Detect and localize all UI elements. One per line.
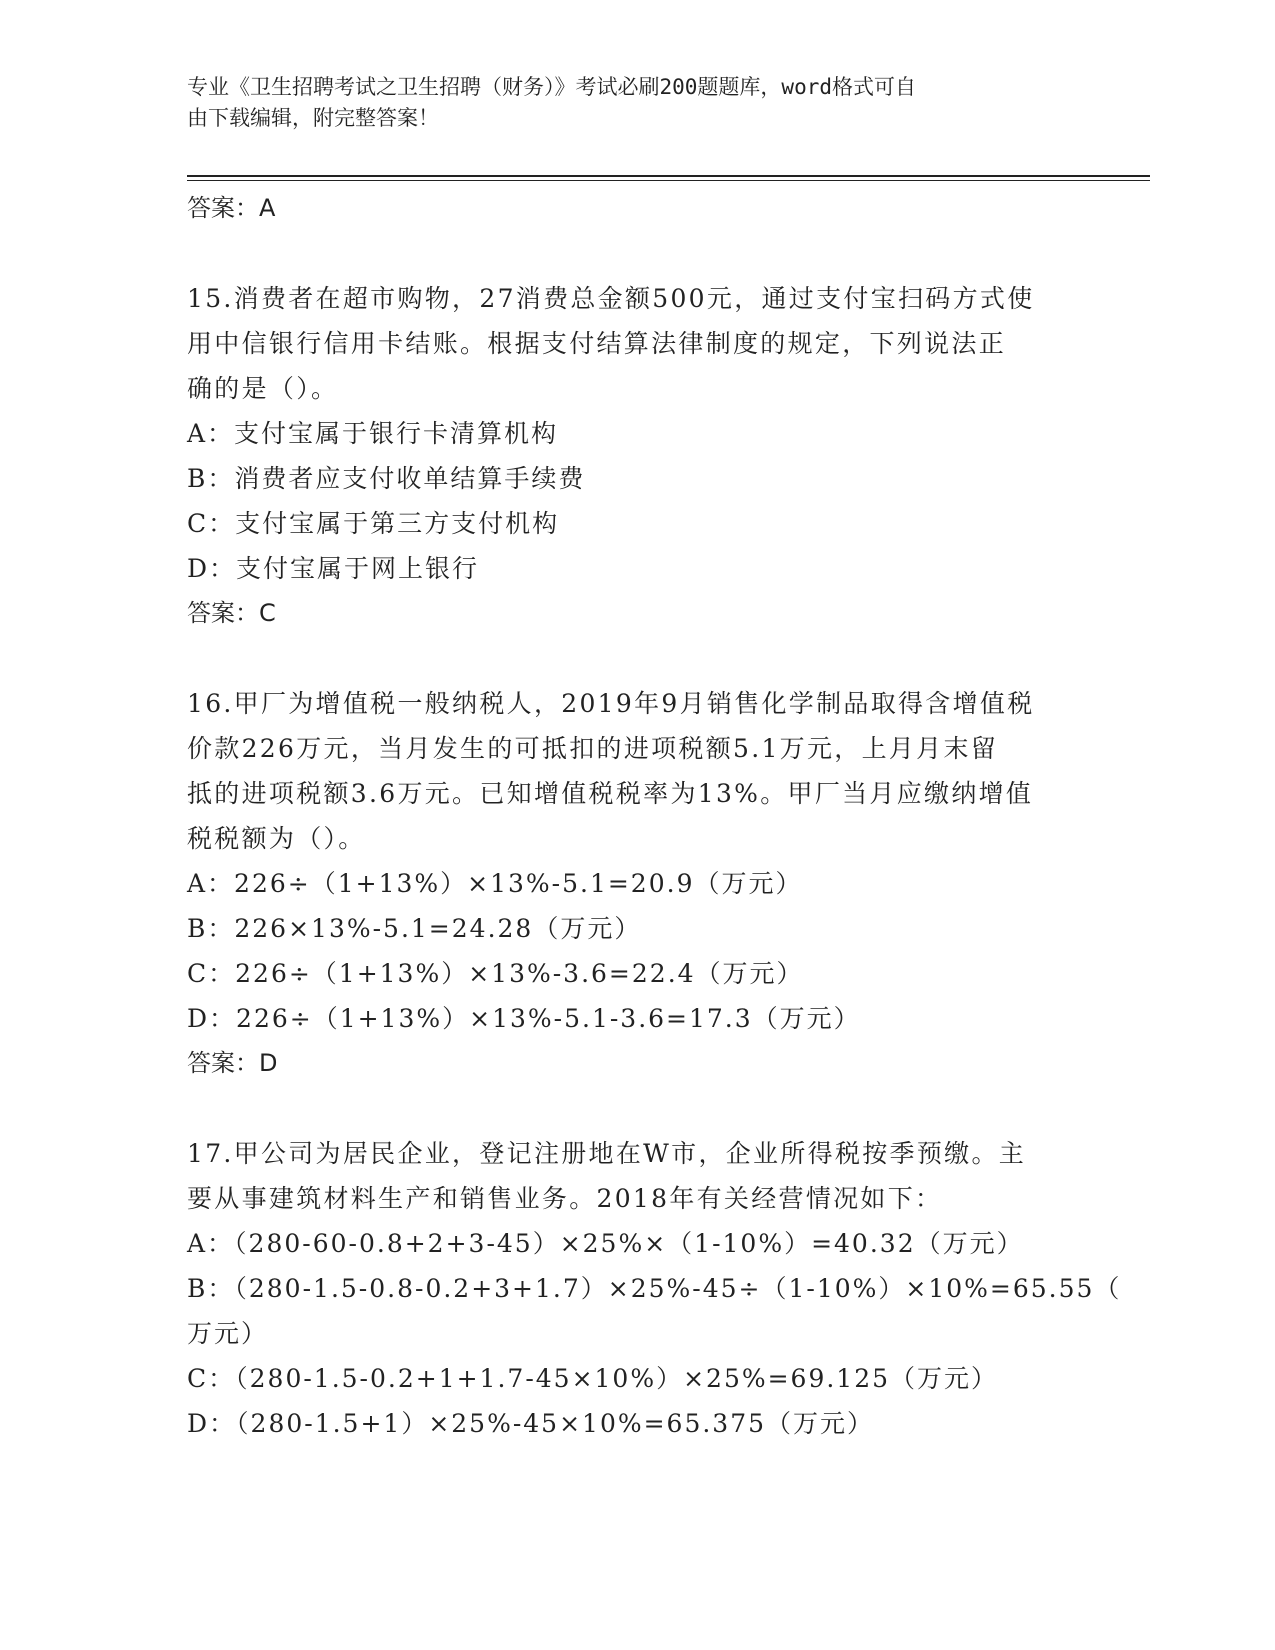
question-line: 17.甲公司为居民企业，登记注册地在W市，企业所得税按季预缴。主 [187, 1139, 1027, 1168]
header-rule-thick [187, 175, 1150, 177]
question-line: 15.消费者在超市购物，27消费总金额500元，通过支付宝扫码方式使 [187, 284, 1035, 313]
question-line: 要从事建筑材料生产和销售业务。2018年有关经营情况如下： [187, 1184, 943, 1213]
question-line: 税税额为（）。 [187, 824, 366, 853]
question-text [187, 1131, 1087, 1221]
header-line-2: 由下载编辑，附完整答案！ [187, 106, 439, 130]
option-a: A：支付宝属于银行卡清算机构 [187, 419, 559, 448]
option-b: B：226×13%-5.1=24.28（万元） [187, 914, 642, 943]
answer-line: 答案：C [187, 599, 276, 627]
question-text [187, 681, 1087, 861]
document-header [187, 72, 1087, 134]
option-a: A：（280-60-0.8+2+3-45）×25%×（1-10%）=40.32（万元） [187, 1229, 1024, 1258]
question-line: 确的是（）。 [187, 374, 339, 403]
header-rule-thin [187, 180, 1150, 181]
option-d: D：支付宝属于网上银行 [187, 554, 480, 583]
question-line: 用中信银行信用卡结账。根据支付结算法律制度的规定，下列说法正 [187, 329, 1007, 358]
question-block [187, 276, 1087, 636]
option-b-continuation: 万元） [187, 1319, 269, 1348]
answer-line: 答案：A [187, 194, 276, 222]
spacer [187, 231, 1087, 276]
question-line: 抵的进项税额3.6万元。已知增值税税率为13%。甲厂当月应缴纳增值 [187, 779, 1034, 808]
question-block [187, 1131, 1122, 1446]
option-c: C：226÷（1+13%）×13%-3.6=22.4（万元） [187, 959, 804, 988]
spacer [187, 1086, 1087, 1131]
question-line: 价款226万元，当月发生的可抵扣的进项税额5.1万元，上月月末留 [187, 734, 999, 763]
option-c: C：（280-1.5-0.2+1+1.7-45×10%）×25%=69.125（万元） [187, 1364, 999, 1393]
question-line: 16.甲厂为增值税一般纳税人，2019年9月销售化学制品取得含增值税 [187, 689, 1035, 718]
answer-line: 答案：D [187, 1049, 278, 1077]
option-b: B：（280-1.5-0.8-0.2+3+1.7）×25%-45÷（1-10%）×10%=65.55（ [187, 1274, 1122, 1303]
option-d: D：226÷（1+13%）×13%-5.1-3.6=17.3（万元） [187, 1004, 861, 1033]
spacer [187, 636, 1087, 681]
option-d: D：（280-1.5+1）×25%-45×10%=65.375（万元） [187, 1409, 875, 1438]
header-line-1: 专业《卫生招聘考试之卫生招聘（财务）》考试必刷200题题库，word格式可自 [187, 75, 916, 99]
document-body [187, 186, 1122, 1446]
question-block [187, 681, 1087, 1086]
option-c: C：支付宝属于第三方支付机构 [187, 509, 560, 538]
question-text [187, 276, 1087, 411]
option-a: A：226÷（1+13%）×13%-5.1=20.9（万元） [187, 869, 803, 898]
option-b: B：消费者应支付收单结算手续费 [187, 464, 586, 493]
